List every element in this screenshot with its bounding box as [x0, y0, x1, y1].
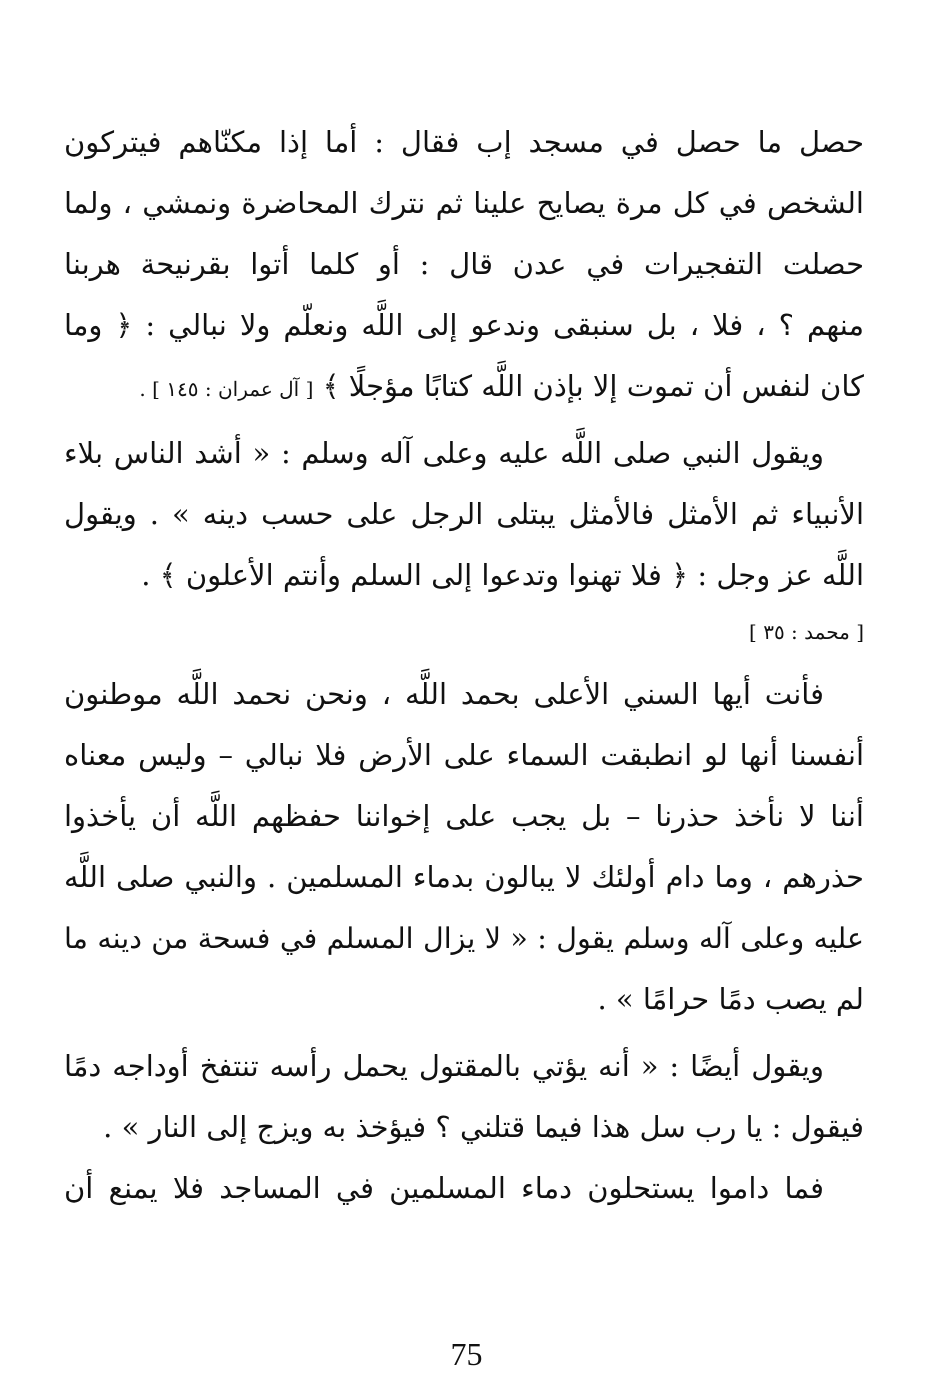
text-line: أننا لا نأخذ حذرنا – بل يجب على إخواننا حفظهم اللَّه أن يأخذوا — [64, 799, 864, 833]
paragraph-5 — [64, 1158, 864, 1219]
verse-text: كان لنفس أن تموت إلا بإذن اللَّه كتابًا مؤجلًا ﴾ — [322, 369, 864, 403]
text-line: فيقول : يا رب سل هذا فيما قتلني ؟ فيؤخذ به ويزج إلى النار » . — [103, 1110, 864, 1144]
verse-reference: [ آل عمران : ١٤٥ ] . — [139, 377, 314, 401]
text-line — [64, 356, 864, 417]
text-line: فأنت أيها السني الأعلى بحمد اللَّه ، ونحن نحمد اللَّه موطنون — [64, 677, 824, 711]
paragraph-2 — [64, 423, 864, 658]
verse-reference: [ محمد : ٣٥ ] — [749, 620, 864, 644]
text-line: لم يصب دمًا حرامًا » . — [597, 982, 864, 1016]
text-line: عليه وعلى آله وسلم يقول : « لا يزال المسلم في فسحة من دينه ما — [64, 922, 864, 955]
paragraph-3 — [64, 664, 864, 1030]
text-line: حصلت التفجيرات في عدن قال : أو كلما أتوا بقرنيحة هربنا — [64, 247, 864, 281]
text-line: الشخص في كل مرة يصايح علينا ثم نترك المحاضرة ونمشي ، ولما — [64, 186, 864, 220]
text-line: منهم ؟ ، فلا ، بل سنبقى وندعو إلى اللَّه ونعلّم ولا نبالي : ﴿ وما — [64, 308, 864, 342]
page-body — [64, 112, 864, 1219]
text-line: ويقول أيضًا : « أنه يؤتي بالمقتول يحمل رأسه تنتفخ أوداجه دمًا — [64, 1049, 824, 1083]
paragraph-4 — [64, 1036, 864, 1158]
text-line: أنفسنا أنها لو انطبقت السماء على الأرض فلا نبالي – وليس معناه — [64, 738, 864, 772]
paragraph-1 — [64, 112, 864, 417]
page-number: 75 — [450, 1336, 483, 1372]
text-line: حصل ما حصل في مسجد إب فقال : أما إذا مكنّاهم فيتركون — [64, 125, 864, 159]
text-line: اللَّه عز وجل : ﴿ فلا تهنوا وتدعوا إلى السلم وأنتم الأعلون ﴾ . — [141, 558, 864, 592]
text-line: ويقول النبي صلى اللَّه عليه وعلى آله وسلم : « أشد الناس بلاء — [64, 436, 824, 470]
text-line: حذرهم ، وما دام أولئك لا يبالون بدماء المسلمين . والنبي صلى اللَّه — [64, 860, 864, 894]
text-line: فما داموا يستحلون دماء المسلمين في المساجد فلا يمنع أن — [64, 1171, 824, 1205]
text-line: الأنبياء ثم الأمثل فالأمثل يبتلى الرجل على حسب دينه » . ويقول — [64, 497, 864, 531]
